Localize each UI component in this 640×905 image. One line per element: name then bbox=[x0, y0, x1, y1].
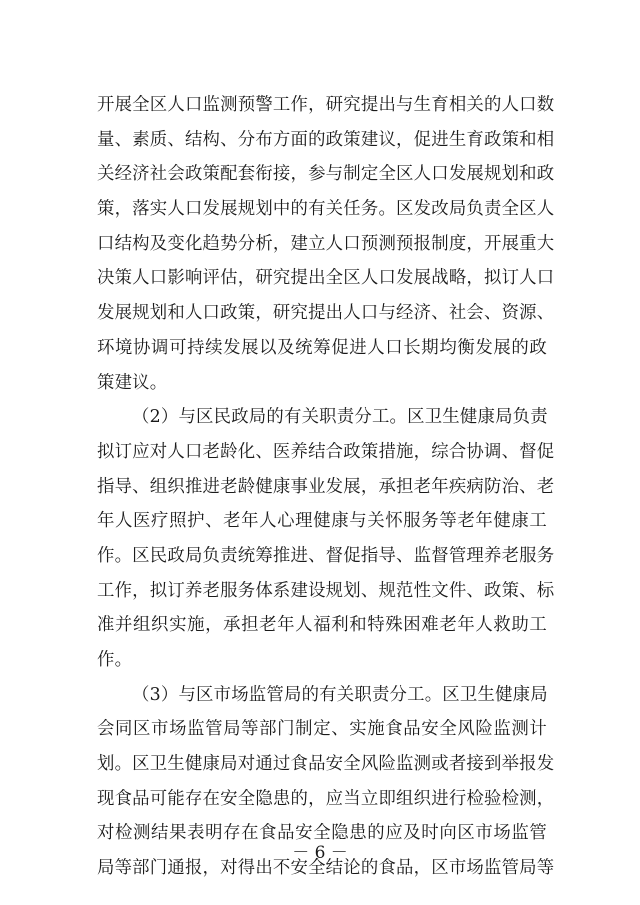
text-line: 量、素质、结构、分布方面的政策建议，促进生育政策和相 bbox=[97, 129, 555, 150]
text-line: 作。区民政局负责统筹推进、督促指导、监督管理养老服务 bbox=[97, 545, 555, 566]
text-line: 对检测结果表明存在食品安全隐患的应及时向区市场监管 bbox=[97, 823, 547, 844]
text-line: 作。 bbox=[97, 650, 133, 670]
text-line: 环境协调可持续发展以及统筹促进人口长期均衡发展的政 bbox=[97, 337, 547, 358]
text-line: 决策人口影响评估，研究提出全区人口发展战略，拟订人口 bbox=[97, 268, 555, 289]
text-line: 局等部门通报，对得出不安全结论的食品，区市场监管局等 bbox=[97, 858, 555, 879]
text-line: 策建议。 bbox=[97, 372, 168, 393]
text-line: 关经济社会政策配套衔接，参与制定全区人口发展规划和政 bbox=[97, 164, 555, 185]
text-line: 拟订应对人口老龄化、医养结合政策措施，综合协调、督促 bbox=[97, 441, 555, 462]
text-line: 准并组织实施，承担老年人福利和特殊困难老年人救助工 bbox=[97, 615, 547, 636]
text-line: 划。区卫生健康局对通过食品安全风险监测或者接到举报发 bbox=[97, 754, 555, 775]
paragraph-1 bbox=[97, 88, 555, 400]
text-line: （3）与区市场监管局的有关职责分工。区卫生健康局 bbox=[132, 684, 548, 705]
page-number: － 6 － bbox=[292, 843, 348, 863]
body-text bbox=[97, 88, 555, 886]
text-line: 发展规划和人口政策，研究提出人口与经济、社会、资源、 bbox=[97, 303, 555, 324]
text-line: （2）与区民政局的有关职责分工。区卫生健康局负责 bbox=[132, 407, 548, 428]
paragraph-2 bbox=[97, 400, 555, 678]
text-line: 指导、组织推进老龄健康事业发展，承担老年疾病防治、老 bbox=[97, 476, 555, 497]
text-line: 会同区市场监管局等部门制定、实施食品安全风险监测计 bbox=[97, 719, 547, 740]
text-line: 策，落实人口发展规划中的有关任务。区发改局负责全区人 bbox=[97, 199, 555, 220]
text-line: 口结构及变化趋势分析，建立人口预测预报制度，开展重大 bbox=[97, 233, 555, 254]
text-line: 年人医疗照护、老年人心理健康与关怀服务等老年健康工 bbox=[97, 511, 547, 532]
text-line: 现食品可能存在安全隐患的，应当立即组织进行检验检测， bbox=[97, 788, 555, 809]
text-line: 工作，拟订养老服务体系建设规划、规范性文件、政策、标 bbox=[97, 580, 555, 601]
text-line: 开展全区人口监测预警工作，研究提出与生育相关的人口数 bbox=[97, 95, 555, 115]
